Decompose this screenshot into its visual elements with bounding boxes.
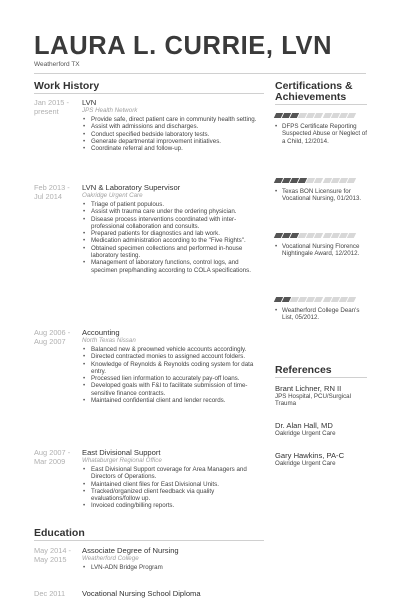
bullet-item: • Balanced new & preowned vehicle accounts accordingly. (82, 346, 264, 353)
education-title: Education (34, 527, 85, 539)
entry-dates: Feb 2013 - Jul 2014 (34, 183, 70, 201)
reference-detail: Oakridge Urgent Care (275, 460, 336, 467)
cert-rating (275, 113, 355, 118)
cert-item (275, 178, 367, 203)
rating-segment-empty (347, 297, 356, 302)
certifications-title-line2: Achievements (275, 91, 347, 103)
work-history-divider (34, 93, 264, 94)
certifications-divider (275, 104, 367, 105)
rating-segment-empty (347, 178, 356, 183)
header-divider (34, 73, 366, 74)
cert-item (275, 113, 367, 145)
bullet-item: • Maintained confidential client and lender records. (82, 397, 264, 404)
resume-name: LAURA L. CURRIE, LVN (34, 32, 333, 60)
references-divider (275, 377, 367, 378)
reference-name: Gary Hawkins, PA-C (275, 451, 345, 460)
entry-org: North Texas Nissan (82, 337, 136, 344)
bullet-item: • Disease process interventions coordinated with inter-professional collaboration and consults. (82, 216, 264, 231)
entry-org: JPS Health Network (82, 107, 138, 114)
reference-item (275, 421, 367, 437)
cert-text: • Vocational Nursing Florence Nightingale Award, 12/2012. (275, 243, 367, 258)
entry-dates: Jan 2015 - present (34, 98, 69, 116)
bullet-item: • Provide safe, direct patient care in community health setting. (82, 116, 264, 123)
cert-rating (275, 233, 355, 238)
bullet-item: • Obtained specimen collections and performed in-house laboratory testing. (82, 245, 264, 260)
bullet-item: • Prepared patients for diagnostics and lab work. (82, 230, 264, 237)
cert-text: • Texas BON Licensure for Vocational Nursing, 01/2013. (275, 188, 367, 203)
entry-dates: Aug 2006 - Aug 2007 (34, 328, 71, 346)
entry-dates: Aug 2007 - Mar 2009 (34, 448, 71, 466)
entry-role: Associate Degree of Nursing (82, 546, 179, 555)
cert-text: • DFPS Certificate Reporting Suspected Abuse or Neglect of a Child, 12/2014. (275, 123, 367, 145)
certifications-title (275, 81, 353, 103)
bullet-item: • Assist with trauma care under the ordering physician. (82, 208, 264, 215)
resume-location: Weatherford TX (34, 61, 80, 68)
entry-org: Oakridge Urgent Care (82, 192, 143, 199)
bullet-item: • Tracked/organized client feedback via quality evaluations/follow up. (82, 488, 264, 503)
entry-bullets (82, 466, 264, 510)
cert-rating (275, 297, 355, 302)
bullet-item: • Assist with admissions and discharges. (82, 123, 264, 130)
entry-role: Accounting (82, 328, 120, 337)
reference-detail: JPS Hospital, PCU/Surgical Trauma (275, 393, 351, 408)
cert-text: • Weatherford College Dean's List, 05/2012. (275, 307, 367, 322)
cert-rating (275, 178, 355, 183)
entry-role: LVN & Laboratory Supervisor (82, 183, 181, 192)
entry-role: East Divisional Support (82, 448, 161, 457)
reference-item (275, 451, 367, 467)
entry-dates: Dec 2011 (34, 589, 66, 598)
reference-detail: Oakridge Urgent Care (275, 430, 336, 437)
rating-segment-empty (347, 113, 356, 118)
entry-bullets (82, 564, 264, 571)
entry-org: Weatherford College (82, 555, 139, 562)
references-title: References (275, 364, 332, 376)
entry-org: Whataburger Regional Office (82, 457, 162, 464)
entry-dates: May 2014 - May 2015 (34, 546, 71, 564)
bullet-item: • Coordinate referral and follow-up. (82, 145, 264, 152)
entry-bullets (82, 346, 264, 404)
bullet-item: • Conduct specified bedside laboratory tests. (82, 131, 264, 138)
cert-item (275, 297, 367, 322)
bullet-item: • Medication administration according to the "Five Rights". (82, 237, 264, 244)
certifications-title-line1: Certifications & (275, 80, 353, 92)
reference-item (275, 384, 367, 408)
cert-item (275, 233, 367, 258)
bullet-item: • Management of laboratory functions, control logs, and specimen prep/handling according to COLA specifications. (82, 259, 264, 274)
rating-segment-empty (347, 233, 356, 238)
bullet-item: • Generate departmental improvement initiatives. (82, 138, 264, 145)
bullet-item: • Maintained client files for East Divisional Units. (82, 481, 264, 488)
bullet-item: • Developed goals with F&I to facilitate submission of time-sensitive finance contracts. (82, 382, 264, 397)
entry-bullets (82, 116, 264, 152)
bullet-item: • Triage of patient populous. (82, 201, 264, 208)
reference-name: Dr. Alan Hall, MD (275, 421, 333, 430)
reference-name: Brant Lichner, RN II (275, 384, 342, 393)
bullet-item: • Knowledge of Reynolds & Reynolds coding system for data entry. (82, 361, 264, 376)
education-divider (34, 540, 264, 541)
bullet-item: • LVN-ADN Bridge Program (82, 564, 264, 571)
bullet-item: • Directed contracted monies to assigned account folders. (82, 353, 264, 360)
bullet-item: • Processed lien information to accurately pay-off loans. (82, 375, 264, 382)
bullet-item: • East Divisional Support coverage for Area Managers and Directors of Operations. (82, 466, 264, 481)
work-history-title: Work History (34, 80, 100, 92)
entry-role: Vocational Nursing School Diploma (82, 589, 201, 598)
entry-bullets (82, 201, 264, 274)
bullet-item: • Invoiced coding/billing reports. (82, 502, 264, 509)
entry-role: LVN (82, 98, 97, 107)
